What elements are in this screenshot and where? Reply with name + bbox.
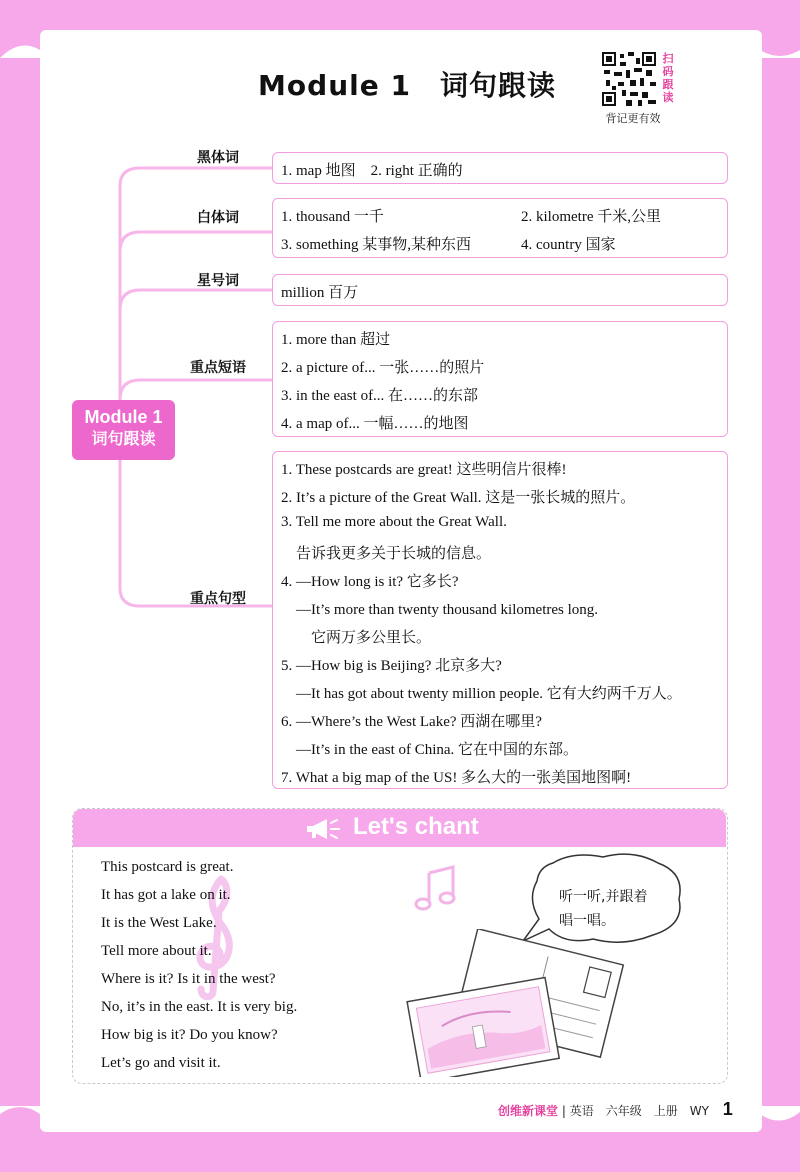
music-note-icon — [413, 863, 463, 913]
chant-line: Let’s go and visit it. — [101, 1055, 221, 1071]
key-phrase-item: 1. more than 超过 — [281, 332, 391, 348]
key-phrase-item: 3. in the east of... 在……的东部 — [281, 388, 479, 404]
page-title: Module 1 词句跟读 — [258, 69, 556, 102]
label-bold-words: 黑体词 — [197, 150, 239, 166]
label-white-words: 白体词 — [197, 210, 239, 226]
key-sentence-line: 告诉我更多关于长城的信息。 — [281, 546, 492, 562]
white-words-item: 1. thousand 一千 — [281, 209, 384, 225]
key-sentence-line: 6. —Where’s the West Lake? 西湖在哪里? — [281, 714, 542, 730]
postcards-illustration — [403, 929, 633, 1077]
key-phrase-item: 4. a map of... 一幅……的地图 — [281, 416, 469, 432]
key-sentence-line: 4. —How long is it? 它多长? — [281, 574, 459, 590]
chant-line: No, it’s in the east. It is very big. — [101, 999, 298, 1015]
chant-line: How big is it? Do you know? — [101, 1027, 278, 1043]
key-phrase-item: 2. a picture of... 一张……的照片 — [281, 360, 485, 376]
key-sentence-line: 1. These postcards are great! 这些明信片很棒! — [281, 462, 567, 478]
chant-section — [72, 808, 728, 1084]
key-sentences-box — [272, 451, 728, 789]
bubble-line: 听一听,并跟着 — [559, 889, 648, 905]
white-words-item: 3. something 某事物,某种东西 — [281, 237, 471, 253]
key-sentence-line: 2. It’s a picture of the Great Wall. 这是一张长城的照片。 — [281, 490, 636, 506]
key-sentence-line: 7. What a big map of the US! 多么大的一张美国地图啊! — [281, 770, 632, 786]
key-sentence-line: —It has got about twenty million people. 它有大约两千万人。 — [281, 686, 682, 702]
key-phrases-box — [272, 321, 728, 437]
label-key-phrases: 重点短语 — [190, 360, 246, 376]
key-sentence-line: —It’s more than twenty thousand kilometres long. — [281, 602, 599, 618]
module-badge-line1: Module 1 — [84, 407, 163, 427]
qr-caption: 背记更有效 — [605, 112, 661, 125]
key-sentence-line: 5. —How big is Beijing? 北京多大? — [281, 658, 502, 674]
bold-words-box — [272, 152, 728, 184]
white-words-item: 4. country 国家 — [521, 237, 616, 253]
footer-info: | 英语 六年级 上册 WY — [561, 1104, 709, 1118]
chant-line: It has got a lake on it. — [101, 887, 231, 903]
bold-words-item: 1. map 地图 2. right 正确的 — [281, 163, 463, 179]
bubble-line: 唱一唱。 — [559, 913, 615, 929]
chant-line: Tell more about it. — [101, 943, 212, 959]
qr-side-label: 扫 码 跟 读 — [662, 52, 674, 104]
footer-brand: 创维新课堂 — [498, 1104, 559, 1118]
module-badge — [72, 400, 175, 460]
label-key-sentences: 重点句型 — [190, 591, 246, 607]
speech-bubble-text — [559, 885, 679, 933]
page-number: 1 — [722, 1099, 733, 1119]
label-star-words: 星号词 — [197, 273, 239, 289]
chant-line: Where is it? Is it in the west? — [101, 971, 276, 987]
megaphone-icon — [303, 817, 343, 841]
white-words-item: 2. kilometre 千米,公里 — [521, 209, 661, 225]
chant-title: Let's chant — [353, 813, 479, 840]
white-words-box — [272, 198, 728, 258]
star-words-box — [272, 274, 728, 306]
key-sentence-line: 它两万多公里长。 — [281, 630, 432, 646]
star-words-item: million 百万 — [281, 285, 359, 301]
chant-line: This postcard is great. — [101, 859, 234, 875]
key-sentence-line: 3. Tell me more about the Great Wall. — [281, 514, 507, 530]
chant-line: It is the West Lake. — [101, 915, 217, 931]
footer — [498, 1099, 733, 1120]
module-badge-line2: 词句跟读 — [91, 429, 156, 448]
key-sentence-line: —It’s in the east of China. 它在中国的东部。 — [281, 742, 579, 758]
chant-header — [73, 809, 726, 847]
